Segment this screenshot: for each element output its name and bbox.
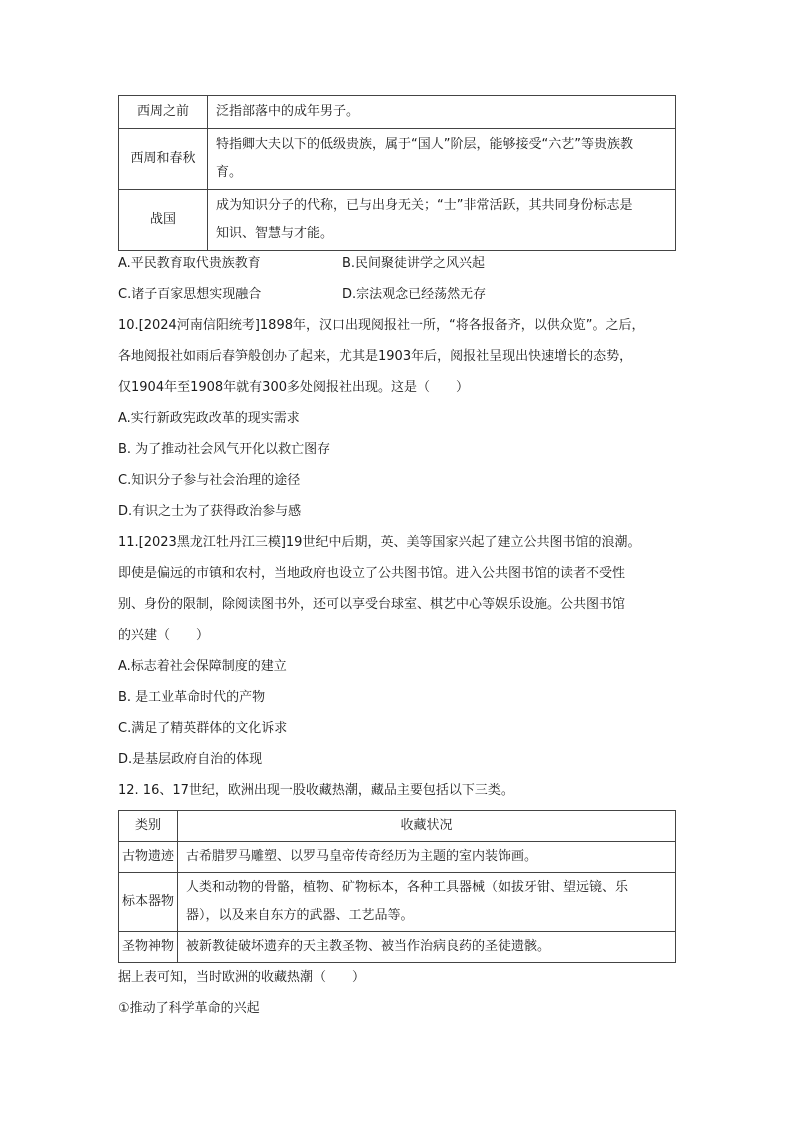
q9-option-b[interactable]: B.民间聚徒讲学之风兴起 bbox=[342, 256, 486, 271]
shi-evolution-table bbox=[118, 95, 676, 251]
category-cell: 标本器物 bbox=[119, 873, 178, 932]
desc-line: 泛指部落中的成年男子。 bbox=[216, 104, 360, 119]
q9-option-d[interactable]: D.宗法观念已经荡然无存 bbox=[342, 287, 487, 302]
collection-table bbox=[118, 810, 676, 963]
table-row bbox=[119, 129, 676, 190]
desc-line: 人类和动物的骨骼，植物、矿物标本，各种工具器械（如拔牙钳、望远镜、乐 bbox=[186, 880, 629, 895]
q11-option-c[interactable]: C.满足了精英群体的文化诉求 bbox=[118, 721, 288, 736]
table-header-row bbox=[119, 811, 676, 842]
desc-cell bbox=[178, 842, 676, 873]
q11-option-a[interactable]: A.标志着社会保障制度的建立 bbox=[118, 659, 287, 674]
desc-line: 成为知识分子的代称，已与出身无关；“士”非常活跃，其共同身份标志是 bbox=[216, 198, 633, 213]
table-row bbox=[119, 842, 676, 873]
header-status: 收藏状况 bbox=[178, 811, 676, 842]
q10-option-b[interactable]: B. 为了推动社会风气开化以救亡图存 bbox=[118, 442, 331, 457]
desc-cell bbox=[208, 96, 676, 129]
q11-stem-line: 别、身份的限制，除阅读图书外，还可以享受台球室、棋艺中心等娱乐设施。公共图书馆 bbox=[118, 597, 626, 612]
table-row bbox=[119, 932, 676, 963]
q12-after-text: 据上表可知，当时欧洲的收藏热潮（ ） bbox=[118, 970, 366, 985]
period-cell: 西周和春秋 bbox=[119, 129, 208, 190]
q10-stem-line: 各地阅报社如雨后春笋般创办了起来，尤其是1903年后，阅报社呈现出快速增长的态势， bbox=[118, 349, 633, 364]
desc-cell bbox=[178, 932, 676, 963]
q11-stem-line: 的兴建（ ） bbox=[118, 628, 210, 643]
q11-stem-line: 即使是偏远的市镇和农村，当地政府也设立了公共图书馆。进入公共图书馆的读者不受性 bbox=[118, 566, 626, 581]
q11-option-b[interactable]: B. 是工业革命时代的产物 bbox=[118, 690, 266, 705]
q9-option-a[interactable]: A.平民教育取代贵族教育 bbox=[118, 256, 261, 271]
category-cell: 古物遗迹 bbox=[119, 842, 178, 873]
table-row bbox=[119, 873, 676, 932]
desc-line: 古希腊罗马雕塑、以罗马皇帝传奇经历为主题的室内装饰画。 bbox=[186, 849, 538, 864]
q10-option-a[interactable]: A.实行新政宪政改革的现实需求 bbox=[118, 411, 300, 426]
table-row bbox=[119, 190, 676, 251]
period-cell: 战国 bbox=[119, 190, 208, 251]
category-cell: 圣物神物 bbox=[119, 932, 178, 963]
desc-cell bbox=[178, 873, 676, 932]
desc-line: 特指卿大夫以下的低级贵族，属于“国人”阶层，能够接受“六艺”等贵族教 bbox=[216, 137, 633, 152]
table-row bbox=[119, 96, 676, 129]
desc-line: 知识、智慧与才能。 bbox=[216, 226, 334, 241]
header-category: 类别 bbox=[119, 811, 178, 842]
q11-option-d[interactable]: D.是基层政府自治的体现 bbox=[118, 752, 263, 767]
desc-cell bbox=[208, 190, 676, 251]
desc-line: 被新教徒破坏遗弃的天主教圣物、被当作治病良药的圣徒遗骸。 bbox=[186, 939, 551, 954]
desc-line: 器），以及来自东方的武器、工艺品等。 bbox=[186, 908, 414, 923]
desc-cell bbox=[208, 129, 676, 190]
desc-line: 育。 bbox=[216, 165, 243, 180]
q10-option-d[interactable]: D.有识之士为了获得政治参与感 bbox=[118, 504, 302, 519]
q12-stem: 12. 16、17世纪，欧洲出现一股收藏热潮，藏品主要包括以下三类。 bbox=[118, 783, 514, 798]
q10-option-c[interactable]: C.知识分子参与社会治理的途径 bbox=[118, 473, 301, 488]
q12-item-1: ①推动了科学革命的兴起 bbox=[118, 1001, 260, 1016]
q11-stem-line: 11.[2023黑龙江牡丹江三模]19世纪中后期，英、美等国家兴起了建立公共图书馆的浪潮。 bbox=[118, 535, 641, 550]
q9-option-c[interactable]: C.诸子百家思想实现融合 bbox=[118, 287, 262, 302]
period-cell: 西周之前 bbox=[119, 96, 208, 129]
q10-stem-line: 仅1904年至1908年就有300多处阅报社出现。这是（ ） bbox=[118, 380, 469, 395]
q10-stem-line: 10.[2024河南信阳统考]1898年，汉口出现阅报社一所，“将各报备齐，以供众览”。之后， bbox=[118, 318, 645, 333]
